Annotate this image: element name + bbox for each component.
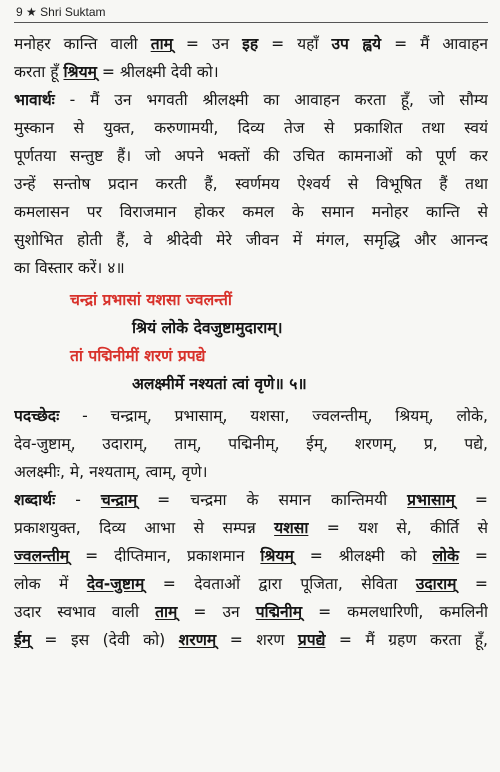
text-line: मनोहर कान्ति वाली ताम् = उन इह = यहाँ उप ह्वये = मैं आवाहन	[14, 35, 488, 53]
shabdartha-label: शब्दार्थः	[14, 491, 56, 509]
text-line: सुशोभित होती हैं, वे श्रीदेवी मेरे जीवन में मंगल, समृद्धि और आनन्द	[14, 231, 488, 249]
text-line: शब्दार्थः - चन्द्राम् = चन्द्रमा के समान कान्तिमयी प्रभासाम् =	[14, 491, 488, 509]
text-line: मुस्कान से युक्त, करुणामयी, दिव्य तेज से प्रकाशित तथा स्वयं	[14, 119, 488, 137]
text-line: भावार्थः - मैं उन भगवती श्रीलक्ष्मी का आवाहन करता हूँ, जो सौम्य	[14, 91, 488, 109]
text-line: उन्हें सन्तोष प्रदान करती हैं, स्वर्णमय ऐश्वर्य से विभूषित हैं तथा	[14, 175, 488, 193]
verse-line-3: तां पद्मिनीमीं शरणं प्रपद्ये	[70, 347, 206, 365]
book-title: Shri Suktam	[40, 5, 106, 19]
verse-line-1: चन्द्रां प्रभासां यशसा ज्वलन्तीं	[70, 291, 232, 309]
page-number: 9	[16, 5, 23, 19]
header-divider	[14, 22, 488, 23]
text-line: अलक्ष्मीः, मे, नश्यताम्, त्वाम्, वृणे।	[14, 463, 208, 481]
padaccheda-label: पदच्छेदः	[14, 407, 60, 425]
text-line: देव-जुष्टाम्, उदाराम्, ताम्, पद्मिनीम्, ईम्, शरणम्, प्र, पद्ये,	[14, 435, 488, 453]
text-line: उदार स्वभाव वाली ताम् = उन पद्मिनीम् = कमलधारिणी, कमलिनी	[14, 603, 488, 621]
verse-line-2: श्रियं लोके देवजुष्टामुदाराम्।	[132, 319, 283, 337]
text-line: प्रकाशयुक्त, दिव्य आभा से सम्पन्न यशसा = यश से, कीर्ति से	[14, 519, 488, 537]
page-header	[16, 5, 106, 19]
bhavartha-label: भावार्थः	[14, 91, 55, 109]
text-line: कमलासन पर विराजमान होकर कमल के समान मनोहर कान्ति से	[14, 203, 488, 221]
text-line: ईम् = इस (देवी को) शरणम् = शरण प्रपद्ये = मैं ग्रहण करता हूँ,	[14, 631, 488, 649]
verse-line-4: अलक्ष्मीर्मे नश्यतां त्वां वृणे॥ ५॥	[132, 375, 307, 393]
text-line: लोक में देव-जुष्टाम् = देवताओं द्वारा पूजिता, सेविता उदाराम् =	[14, 575, 488, 593]
text-line: ज्वलन्तीम् = दीप्तिमान, प्रकाशमान श्रियम् = श्रीलक्ष्मी को लोके =	[14, 547, 488, 565]
star-icon: ★	[26, 5, 37, 19]
text-line: का विस्तार करें। ४॥	[14, 259, 125, 277]
text-line: पूर्णतया सन्तुष्ट हैं। जो अपने भक्तों की उचित कामनाओं को पूर्ण कर	[14, 147, 488, 165]
text-line: करता हूँ श्रियम् = श्रीलक्ष्मी देवी को।	[14, 63, 219, 81]
page-body	[14, 30, 488, 654]
text-line: पदच्छेदः - चन्द्राम्, प्रभासाम्, यशसा, ज्वलन्तीम्, श्रियम्, लोके,	[14, 407, 488, 425]
